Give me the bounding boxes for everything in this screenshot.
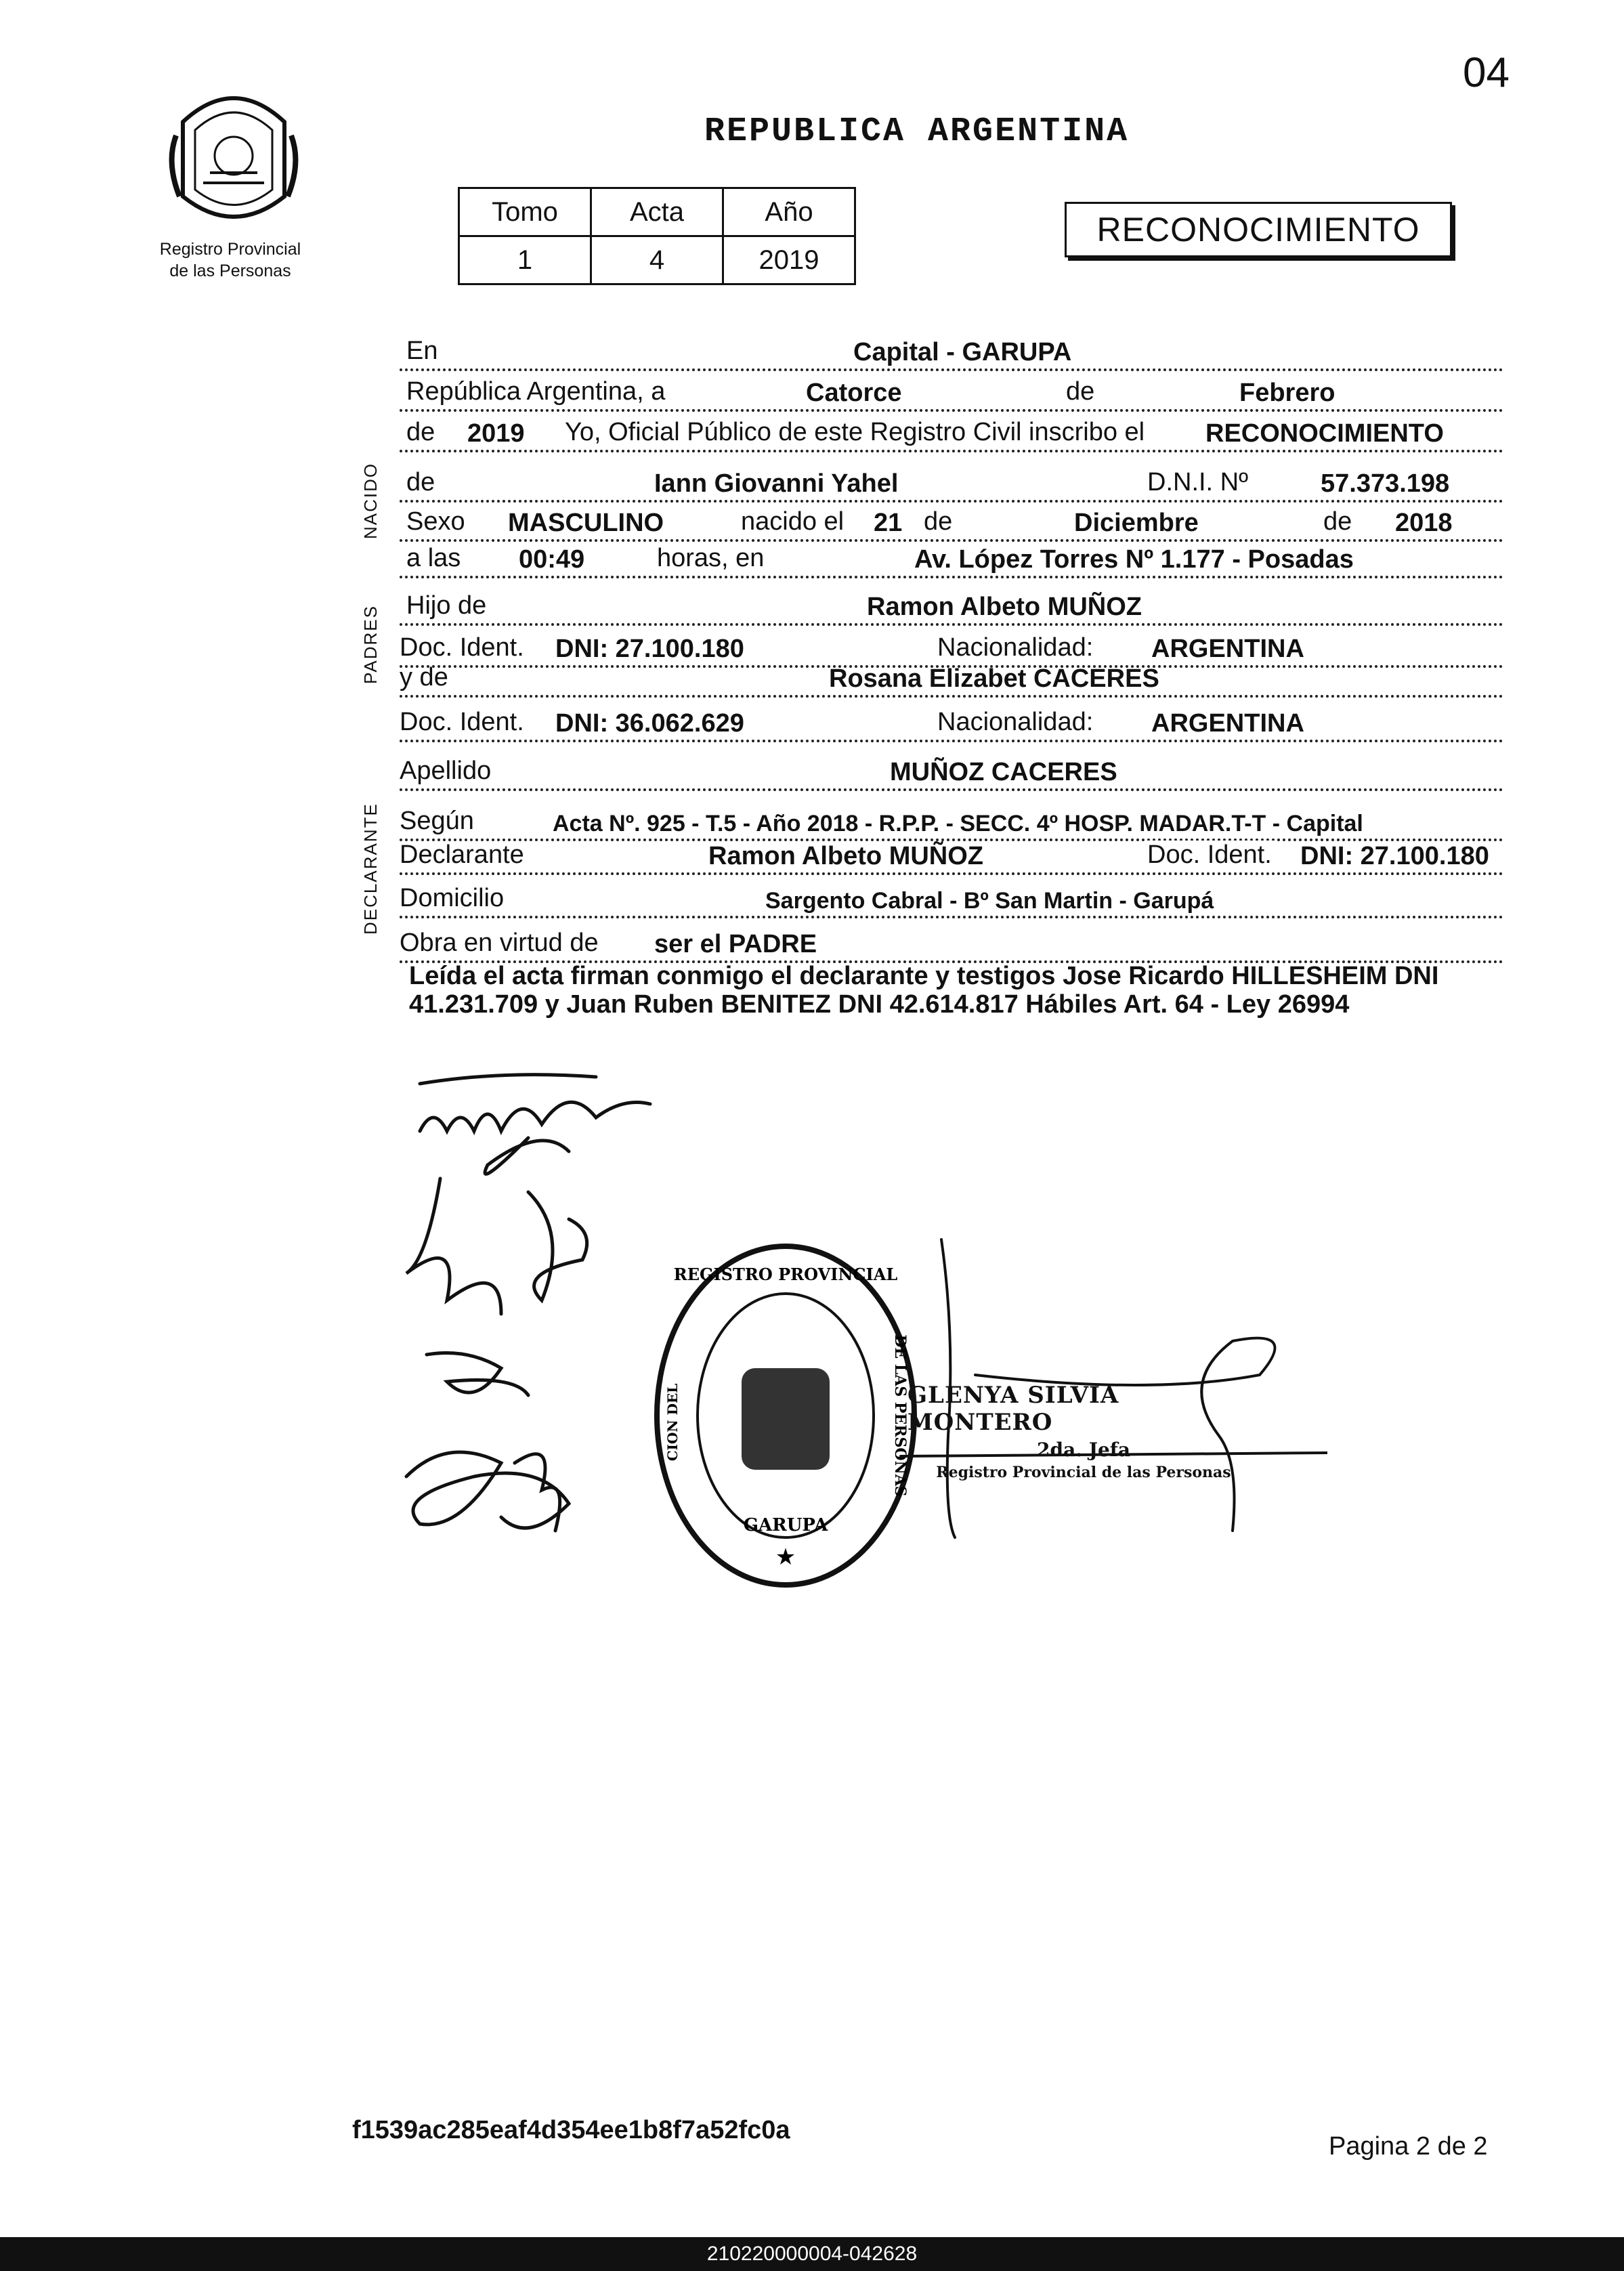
label-sexo: Sexo [406, 507, 465, 536]
label-yo: Yo, Oficial Público de este Registro Civil inscribo el [562, 418, 1147, 447]
field-anio: 2019 [467, 419, 525, 448]
line-inscribo [400, 417, 1503, 452]
field-nac-dia: 21 [874, 509, 903, 537]
line-madre [400, 662, 1503, 698]
official-office: Registro Provincial de las Personas [936, 1464, 1231, 1481]
field-lugar: Capital - GARUPA [853, 338, 1072, 366]
line-obra [400, 928, 1503, 963]
field-declarante-doc: DNI: 27.100.180 [1300, 842, 1489, 870]
official-role: 2da. Jefa [1037, 1439, 1130, 1461]
label-nacionalidad-2: Nacionalidad: [935, 708, 1096, 737]
closing-paragraph: Leída el acta firman conmigo el declarante y testigos Jose Ricardo HILLESHEIM DNI 41.231.709 y Juan Ruben BENITEZ DNI 42.614.817 Hábiles Art. 64 - Ley 26994 [409, 962, 1439, 1019]
label-de-2: de [406, 418, 435, 446]
book-reference-table [458, 187, 856, 285]
header-tomo: Tomo [459, 188, 591, 236]
header-acta: Acta [591, 188, 723, 236]
line-madre-doc [400, 707, 1503, 742]
field-padre: Ramon Albeto MUÑOZ [867, 593, 1142, 621]
label-de-4: de [921, 507, 955, 536]
field-sexo: MASCULINO [508, 509, 664, 537]
footer-code-bar: 210220000004-042628 [0, 2237, 1624, 2271]
label-a-las: a las [406, 544, 461, 572]
label-dni: D.N.I. Nº [1145, 468, 1251, 497]
value-tomo: 1 [459, 236, 591, 284]
field-padre-doc: DNI: 27.100.180 [555, 635, 744, 663]
field-apellido: MUÑOZ CACERES [890, 758, 1117, 786]
field-obra: ser el PADRE [654, 930, 817, 958]
field-segun: Acta Nº. 925 - T.5 - Año 2018 - R.P.P. - SECC. 4º HOSP. MADAR.T-T - Capital [553, 811, 1363, 836]
value-anio: 2019 [723, 236, 855, 284]
field-lugar-nac: Av. López Torres Nº 1.177 - Posadas [914, 545, 1354, 574]
field-hora: 00:49 [519, 545, 585, 574]
label-segun: Según [400, 807, 474, 835]
field-dia-texto: Catorce [806, 379, 902, 407]
stamp-ring-bottom: GARUPA [743, 1515, 828, 1535]
label-obra: Obra en virtud de [400, 929, 599, 957]
label-de-3: de [406, 468, 435, 496]
label-en: En [406, 337, 438, 365]
official-handwritten-signature [880, 1233, 1327, 1544]
line-sexo [400, 507, 1503, 542]
act-type-box: RECONOCIMIENTO [1065, 202, 1452, 257]
svg-text:★: ★ [775, 1544, 796, 1571]
field-madre: Rosana Elizabet CACERES [829, 664, 1159, 693]
field-padre-nac: ARGENTINA [1151, 635, 1304, 663]
label-doc-ident-2: Doc. Ident. [400, 708, 524, 736]
stamp-ring-left: CION DEL [664, 1383, 681, 1462]
side-label-declarante: DECLARANTE [360, 803, 381, 935]
label-y-de: y de [400, 663, 448, 692]
registry-line-1: Registro Provincial [159, 240, 301, 259]
label-domicilio: Domicilio [400, 884, 505, 912]
label-de-5: de [1321, 507, 1354, 536]
province-crest-logo [163, 81, 305, 237]
line-hijo [400, 591, 1503, 626]
document-title: REPUBLICA ARGENTINA [704, 112, 1130, 151]
line-hora [400, 543, 1503, 578]
stamp-ring-right: DE LAS PERSONAS [891, 1334, 909, 1497]
line-republica [400, 377, 1503, 412]
side-label-padres: PADRES [360, 605, 381, 684]
field-nac-anio: 2018 [1395, 509, 1453, 537]
field-mes: Febrero [1239, 379, 1335, 407]
field-tipo: RECONOCIMIENTO [1205, 419, 1444, 448]
header-anio: Año [723, 188, 855, 236]
official-name: GLENYA SILVIA MONTERO [907, 1382, 1119, 1436]
label-nacido: nacido el [738, 507, 847, 536]
label-apellido: Apellido [400, 757, 492, 785]
label-republica: República Argentina, a [406, 377, 666, 406]
side-label-nacido: NACIDO [360, 462, 381, 539]
label-doc-ident-3: Doc. Ident. [1145, 841, 1275, 870]
stamp-ring-top: REGISTRO PROVINCIAL [673, 1265, 898, 1284]
line-domicilio [400, 883, 1503, 918]
label-horas: horas, en [654, 544, 767, 573]
line-apellido [400, 756, 1503, 791]
registry-line-2: de las Personas [169, 261, 291, 280]
page-number: 04 [1463, 49, 1510, 96]
label-declarante: Declarante [400, 841, 524, 869]
label-nacionalidad-1: Nacionalidad: [935, 633, 1096, 662]
field-domicilio: Sargento Cabral - Bº San Martin - Garupá [765, 888, 1214, 914]
field-declarante: Ramon Albeto MUÑOZ [708, 842, 984, 870]
label-de-1: de [1063, 377, 1097, 406]
field-nombre: Iann Giovanni Yahel [654, 469, 899, 498]
registry-label [139, 238, 322, 282]
label-hijo-de: Hijo de [406, 591, 487, 620]
page-indicator: Pagina 2 de 2 [1329, 2132, 1488, 2161]
field-nac-mes: Diciembre [1074, 509, 1199, 537]
field-madre-doc: DNI: 36.062.629 [555, 709, 744, 738]
label-doc-ident-1: Doc. Ident. [400, 633, 524, 662]
field-madre-nac: ARGENTINA [1151, 709, 1304, 738]
line-segun [400, 806, 1503, 841]
line-en [400, 336, 1503, 371]
value-acta: 4 [591, 236, 723, 284]
field-dni: 57.373.198 [1321, 469, 1450, 498]
line-declarante [400, 840, 1503, 875]
document-hash: f1539ac285eaf4d354ee1b8f7a52fc0a [352, 2116, 790, 2144]
line-nombre [400, 467, 1503, 503]
